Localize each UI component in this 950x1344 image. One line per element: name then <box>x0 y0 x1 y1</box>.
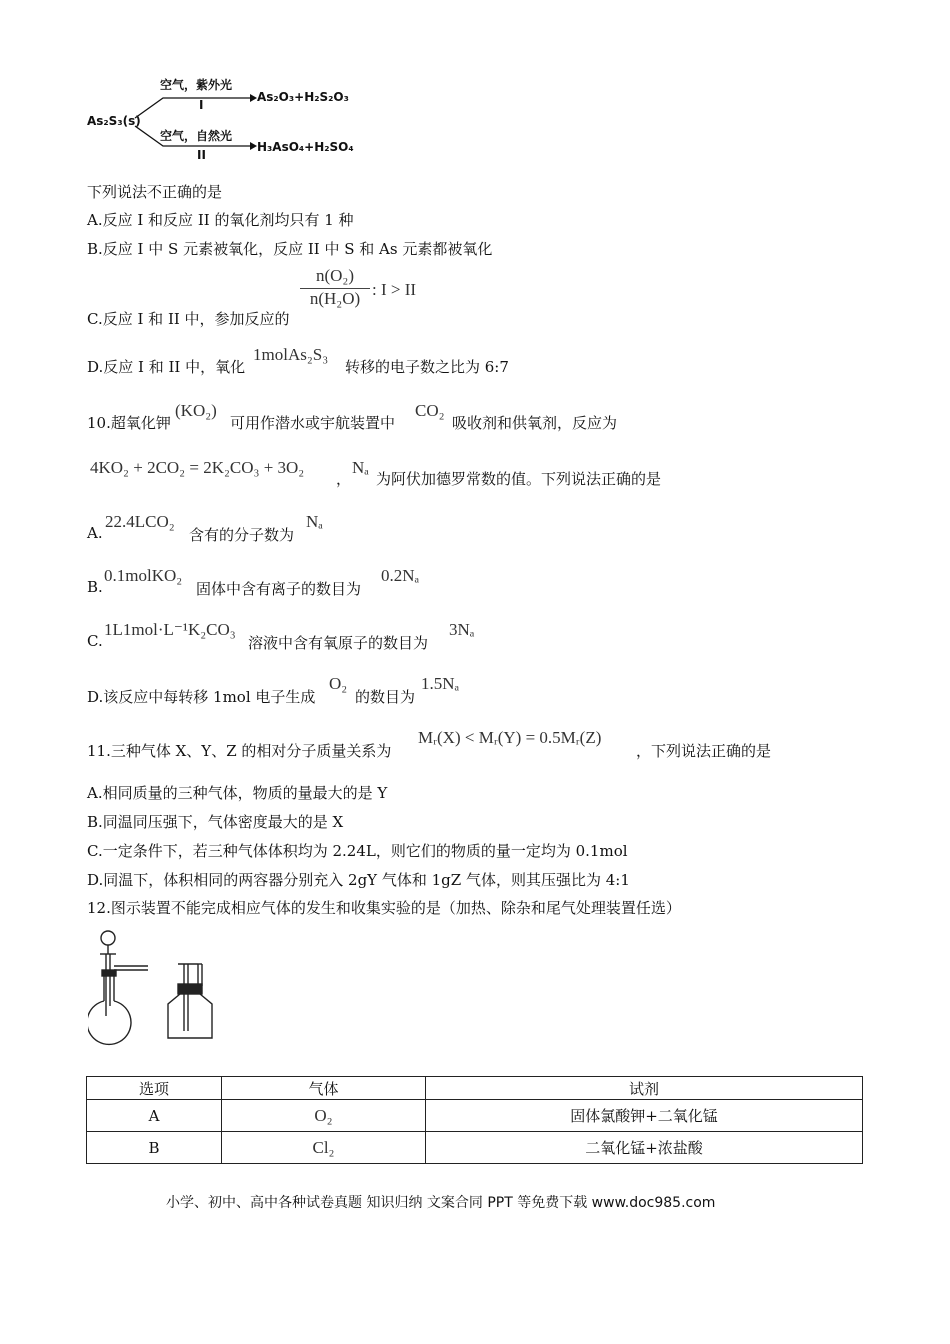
q10-a-formula: 22.4LCO₂ <box>105 512 175 531</box>
q10-b-text: 固体中含有离子的数目为 <box>196 580 362 598</box>
q11-option-b: B.同温同压强下，气体密度最大的是 X <box>87 813 344 831</box>
q11-stem-prefix: 11.三种气体 X、Y、Z 的相对分子质量关系为 <box>87 742 392 760</box>
reaction-scheme <box>85 70 365 165</box>
table-header-cell: 试剂 <box>426 1077 863 1100</box>
scheme-upper-product: As₂O₃+H₂S₂O₃ <box>257 90 349 104</box>
table-cell: A <box>87 1100 222 1132</box>
gas-apparatus-diagram <box>88 926 228 1056</box>
q10-c-formula: 1L1mol·L⁻¹K₂CO₃ <box>104 620 236 639</box>
q10-b-value: 0.2Nₐ <box>381 566 420 585</box>
q9-option-c-suffix: : I > II <box>372 280 417 299</box>
q10-equation: 4KO₂ + 2CO₂ = 2K₂CO₃ + 3O₂ <box>90 458 305 477</box>
q9-option-c-prefix: C.反应 I 和 II 中，参加反应的 <box>87 310 290 328</box>
scheme-lower-label: II <box>197 148 206 162</box>
q10-d-text2: 的数目为 <box>355 688 416 706</box>
table-header-cell: 选项 <box>87 1077 222 1100</box>
q9-option-d-suffix: 转移的电子数之比为 6:7 <box>345 358 509 376</box>
q10-d-formula: O₂ <box>329 674 348 693</box>
q10-c-value: 3Nₐ <box>449 620 475 639</box>
q10-b-label: B. <box>87 578 103 596</box>
q9-option-c-fraction <box>300 266 370 309</box>
q10-a-label: A. <box>87 524 103 542</box>
table-header-cell: 气体 <box>222 1077 426 1100</box>
q11-stem-suffix: ，下列说法正确的是 <box>636 742 772 760</box>
table-cell: B <box>87 1132 222 1164</box>
table-header-row <box>87 1077 863 1100</box>
q10-formula-co2: CO₂ <box>415 401 445 420</box>
q10-stem-suffix: 吸收剂和供氧剂，反应为 <box>452 414 618 432</box>
q10-d-text: D.该反应中每转移 1mol 电子生成 <box>87 688 316 706</box>
table-row <box>87 1132 863 1164</box>
q10-stem-mid: 可用作潜水或宇航装置中 <box>230 414 396 432</box>
q10-stem-prefix: 10.超氧化钾 <box>87 414 171 432</box>
q11-stem-formula: Mᵣ(X) < Mᵣ(Y) = 0.5Mᵣ(Z) <box>418 728 602 747</box>
q10-a-value: Nₐ <box>306 512 323 531</box>
q10-d-value: 1.5Nₐ <box>421 674 460 693</box>
page-footer: 小学、初中、高中各种试卷真题 知识归纳 文案合同 PPT 等免费下载 www.doc985.com <box>166 1195 716 1211</box>
q9-option-d-formula: 1molAs₂S₃ <box>253 345 329 364</box>
scheme-upper-label: I <box>199 98 204 112</box>
q10-b-formula: 0.1molKO₂ <box>104 566 183 585</box>
q9-option-b: B.反应 I 中 S 元素被氧化，反应 II 中 S 和 As 元素都被氧化 <box>87 240 493 258</box>
table-cell: Cl₂ <box>222 1132 426 1164</box>
fraction-denominator: n(H₂O) <box>309 289 361 308</box>
q9-option-d-prefix: D.反应 I 和 II 中，氧化 <box>87 358 246 376</box>
scheme-lower-condition: 空气，自然光 <box>160 129 233 143</box>
q10-stem2: 为阿伏加德罗常数的值。下列说法正确的是 <box>376 470 662 488</box>
q9-option-a: A.反应 I 和反应 II 的氧化剂均只有 1 种 <box>87 211 354 229</box>
q11-option-d: D.同温下，体积相同的两容器分别充入 2gY 气体和 1gZ 气体，则其压强比为 4:1 <box>87 871 630 889</box>
table-row <box>87 1100 863 1132</box>
scheme-lower-product: H₃AsO₄+H₂SO₄ <box>257 140 354 154</box>
table-cell: 固体氯酸钾+二氧化锰 <box>426 1100 863 1132</box>
q11-option-c: C.一定条件下，若三种气体体积均为 2.24L，则它们的物质的量一定均为 0.1mol <box>87 842 628 860</box>
q10-c-text: 溶液中含有氧原子的数目为 <box>248 634 429 652</box>
options-table <box>86 1076 863 1164</box>
q9-stem: 下列说法不正确的是 <box>87 183 223 201</box>
q10-formula-ko2: (KO₂) <box>175 401 217 420</box>
q10-na: Nₐ <box>352 458 369 477</box>
scheme-reactant: As₂S₃(s) <box>87 114 141 128</box>
table-cell: 二氧化锰+浓盐酸 <box>426 1132 863 1164</box>
q10-c-label: C. <box>87 632 103 650</box>
comma: ， <box>336 470 352 488</box>
q10-a-text: 含有的分子数为 <box>189 526 295 544</box>
q12-stem: 12.图示装置不能完成相应气体的发生和收集实验的是（加热、除杂和尾气处理装置任选） <box>87 899 681 917</box>
fraction-numerator: n(O₂) <box>300 266 370 289</box>
scheme-upper-condition: 空气，紫外光 <box>160 78 233 92</box>
q11-option-a: A.相同质量的三种气体，物质的量最大的是 Y <box>87 784 388 802</box>
table-cell: O₂ <box>222 1100 426 1132</box>
